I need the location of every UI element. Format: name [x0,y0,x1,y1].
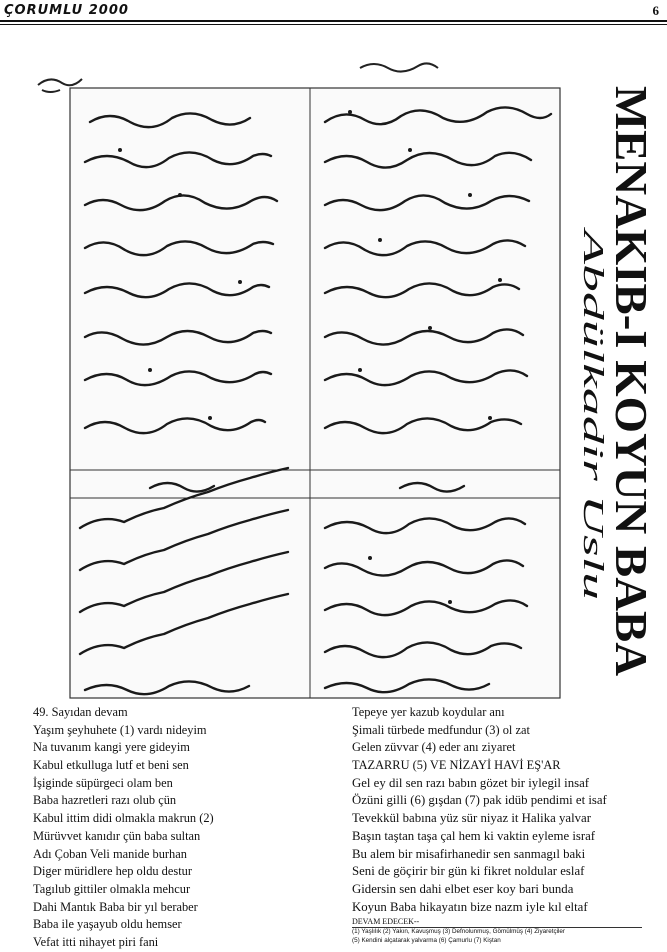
poem-line: Dahi Mantık Baba bir yıl beraber [33,899,198,914]
continuation-note: 49. Sayıdan devam [33,705,128,719]
manuscript-image [30,50,590,700]
poem-line: Seni de göçirir bir gün ki fikret noldular eslaf [352,864,585,879]
poem-line: Na tuvanım kangi yere gideyim [33,740,190,755]
to-be-continued: DEVAM EDECEK-- [352,917,420,927]
poem-line: Diger müridlere hep oldu destur [33,864,192,879]
section-heading: TAZARRU (5) VE NİZAYİ HAVİ EŞ'AR [352,758,561,773]
poem-line: Bu alem bir misafirhanedir sen sanmagıl baki [352,846,586,861]
page-number: 6 [652,3,659,18]
author-name [578,230,608,610]
poem-line: Adı Çoban Veli manide burhan [33,846,187,861]
author-name-text: Abdülkadir Uslu [577,230,608,416]
poem-line: Tepeye yer kazub koydular anı [352,705,505,719]
article-title-text: MENAKIB-I KOYUN BABA [606,86,657,667]
header-rule [0,20,667,22]
poem-line: Mürüvvet kanıdır çün baba sultan [33,828,201,843]
poem-line: Kabul etkulluga lutf et beni sen [33,758,189,773]
poem-line: İşiginde süpürgeci olam ben [33,775,173,790]
footnote-line: (1) Yaşlılık (2) Yakın, Kavuşmuş (3) Defnolunmuş, Gömülmüş (4) Ziyaretçiler [352,928,565,936]
poem-line: Başın taştan taşa çal hem ki vaktin eyleme israf [352,828,596,843]
poem-right-column [352,704,662,945]
poem-line: Gel ey dil sen razı babın gözet bir iylegil insaf [352,775,590,790]
poem-line: Şimali türbede medfundur (3) ol zat [352,722,530,737]
poem-line: Özüni gilli (6) gışdan (7) pak idüb pendimi et isaf [352,793,607,808]
header-rule-thin [0,24,667,25]
poem-line: Koyun Baba hikayatın bize nazm iyle kıl eltaf [352,899,588,914]
poem-line: Vefat itti nihayet piri fani [33,934,159,949]
poem-line: Kabul ittim didi olmakla makrun (2) [33,811,214,826]
poem-line: Baba ile yaşayub oldu hemser [33,917,182,932]
poem-line: Gelen züvvar (4) eder anı ziyaret [352,740,516,755]
poem-line: Gidersin sen dahi elbet eser koy bari bunda [352,881,574,896]
footnote-line: (5) Kendini alçatarak yalvarma (6) Çamurlu (7) Kiştan [352,936,501,944]
article-title [606,86,657,676]
poem-line: Tevekkül babına yüz sür niyaz it Halika yalvar [352,811,591,826]
poem-line: Baba hazretleri razı olub çün [33,793,177,808]
magazine-logo: ÇORUMLU 2000 [4,3,129,18]
poem-left-column [33,704,343,952]
poem-line: Yaşım şeyhuhete (1) vardı nideyim [33,722,207,737]
poem-line: Tagılub gittiler olmakla mehcur [33,881,191,896]
